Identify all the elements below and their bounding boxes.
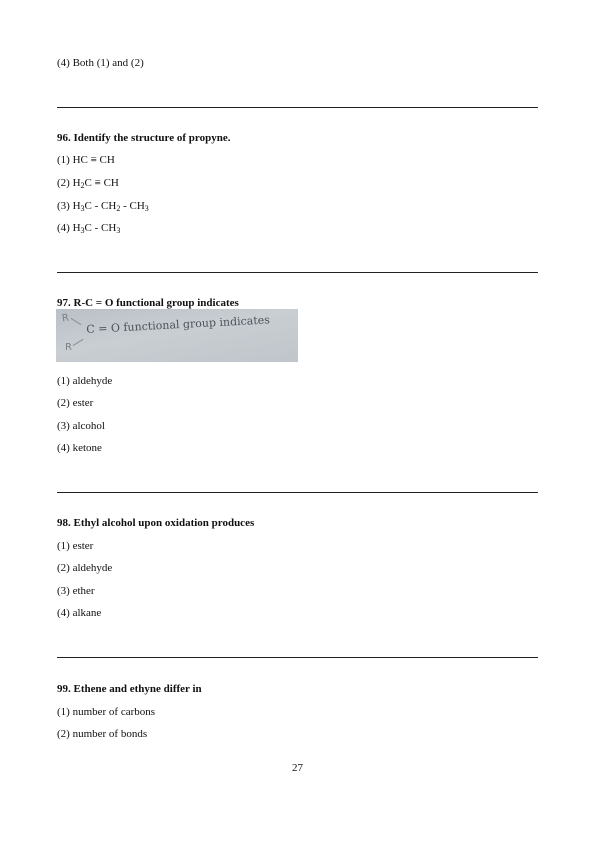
- q96-option-2-text-a: (2) H: [57, 177, 81, 189]
- q96-option-3-text-a: (3) H: [57, 200, 81, 212]
- q96-option-3-text-c: - CH: [120, 200, 145, 212]
- q98-option-1: (1) ester: [57, 540, 94, 552]
- q96-option-4-text-b: C - CH: [84, 222, 117, 234]
- q98-option-2: (2) aldehyde: [57, 562, 113, 574]
- divider: [57, 657, 538, 658]
- page-number: 27: [292, 762, 303, 774]
- q97-option-3: (3) alcohol: [57, 420, 105, 432]
- q96-option-3-sub-c: 3: [144, 204, 149, 213]
- question-97: 97. R-C = O functional group indicates: [57, 297, 239, 309]
- q96-option-4-sub-a: 3: [80, 226, 85, 235]
- q96-option-2: [57, 177, 119, 189]
- photo-bond-top: [71, 318, 82, 325]
- photo-r-bottom: R: [65, 342, 72, 353]
- divider: [57, 107, 538, 108]
- q96-option-3-sub-b: 2: [116, 204, 121, 213]
- divider: [57, 492, 538, 493]
- q96-option-4-sub-b: 3: [116, 226, 121, 235]
- q99-option-1: (1) number of carbons: [57, 706, 156, 718]
- q98-option-3: (3) ether: [57, 585, 95, 597]
- functional-group-photo: [56, 309, 298, 362]
- question-98: 98. Ethyl alcohol upon oxidation produces: [57, 517, 255, 529]
- photo-caption: C = O functional group indicates: [86, 313, 271, 336]
- q99-option-2: (2) number of bonds: [57, 728, 148, 740]
- photo-bond-bottom: [73, 339, 84, 346]
- q96-option-4-text-a: (4) H: [57, 222, 81, 234]
- q96-option-2-text-b: C ≡ CH: [84, 177, 119, 189]
- question-96: 96. Identify the structure of propyne.: [57, 132, 231, 144]
- q97-option-4: (4) ketone: [57, 442, 102, 454]
- q97-option-2: (2) ester: [57, 397, 94, 409]
- q96-option-2-sub: 2: [80, 181, 85, 190]
- q98-option-4: (4) alkane: [57, 607, 102, 619]
- q96-option-1: [57, 154, 115, 166]
- prev-option-4: (4) Both (1) and (2): [57, 57, 144, 69]
- q96-option-3-sub-a: 3: [80, 204, 85, 213]
- q96-option-4: [57, 222, 120, 234]
- divider: [57, 272, 538, 273]
- photo-r-top: R: [61, 312, 70, 325]
- q96-option-3: [57, 200, 149, 212]
- q96-option-1-text: (1) HC ≡ CH: [57, 154, 115, 166]
- q97-option-1: (1) aldehyde: [57, 375, 113, 387]
- question-99: 99. Ethene and ethyne differ in: [57, 683, 202, 695]
- q96-option-3-text-b: C - CH: [84, 200, 117, 212]
